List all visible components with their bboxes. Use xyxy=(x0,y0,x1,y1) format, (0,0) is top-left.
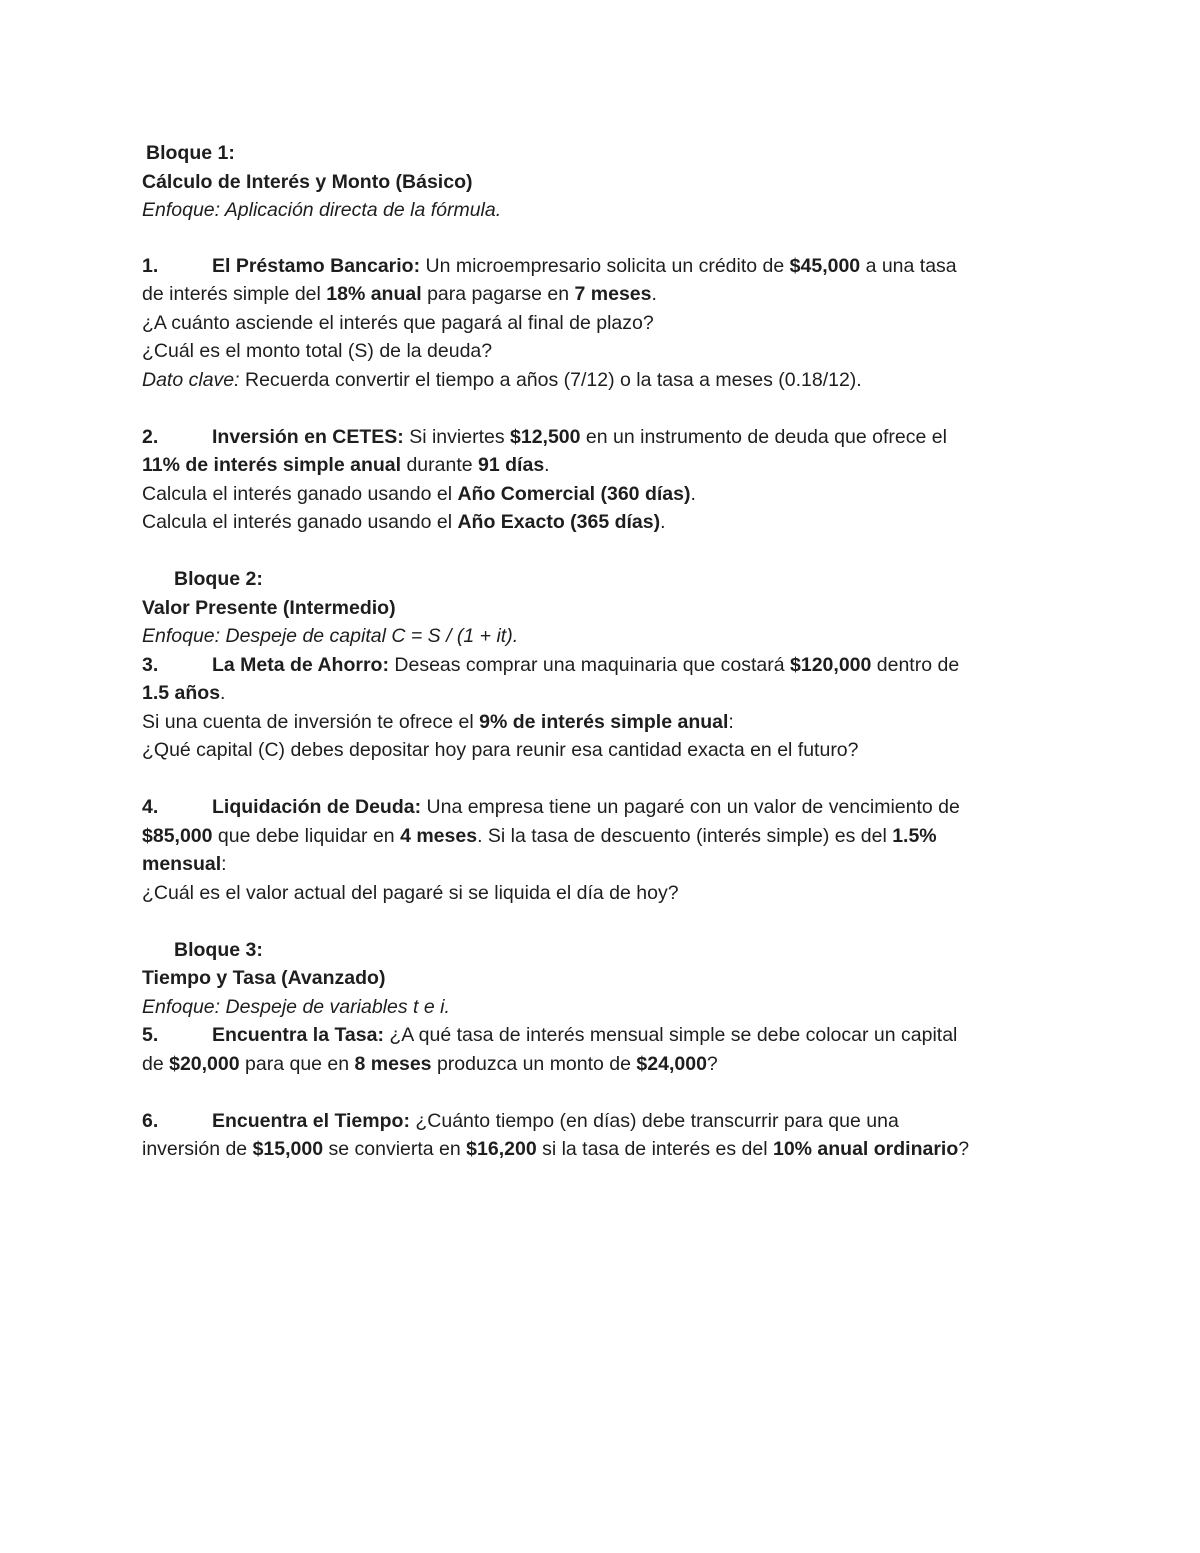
problem-1 xyxy=(142,252,1072,395)
problem-5-term: 8 meses xyxy=(354,1052,432,1075)
problem-3-text: Deseas comprar una maquinaria que costará xyxy=(388,653,791,676)
bloque1-title: Cálculo de Interés y Monto (Básico) xyxy=(142,170,473,193)
problem-4-label: Liquidación de Deuda: xyxy=(212,796,422,818)
problem-1-hint-label: Dato clave: xyxy=(142,368,240,391)
problem-3-amount: $120,000 xyxy=(790,653,872,676)
bloque3-title: Tiempo y Tasa (Avanzado) xyxy=(142,967,386,989)
problem-6-capital: $15,000 xyxy=(252,1138,324,1160)
problem-2-calc-2-bold: Año Exacto (365 días) xyxy=(457,511,661,533)
problem-3-rate: 9% de interés simple anual xyxy=(479,710,729,733)
problem-1-text: para pagarse en xyxy=(421,283,575,305)
bloque2-focus: Enfoque: Despeje de capital C = S / (1 + it). xyxy=(142,625,519,647)
bloque1-header: Bloque 1: xyxy=(146,142,235,164)
problem-2-rate: 11% de interés simple anual xyxy=(142,454,402,476)
problem-2-term: 91 días xyxy=(478,454,545,476)
problem-6-rate: 10% anual ordinario xyxy=(772,1138,959,1160)
problem-4-amount: $85,000 xyxy=(142,824,213,847)
problem-6-label: Encuentra el Tiempo: xyxy=(212,1109,410,1132)
problem-4 xyxy=(142,793,1072,907)
problem-4-question: ¿Cuál es el valor actual del pagaré si se liquida el día de hoy? xyxy=(142,881,679,904)
problem-6 xyxy=(142,1107,1072,1164)
problem-1-number: 1. xyxy=(142,254,159,277)
problem-3-term: 1.5 años xyxy=(142,682,221,704)
problem-1-text: a una tasa xyxy=(860,254,957,277)
problem-3-text: dentro de xyxy=(871,653,960,676)
problem-3-rate-end: : xyxy=(728,710,734,733)
problem-5-text: produzca un monto de xyxy=(431,1052,637,1075)
problem-3-label: La Meta de Ahorro: xyxy=(212,653,389,676)
problem-1-text: Un microempresario solicita un crédito de xyxy=(420,254,790,277)
problem-6-text: inversión de xyxy=(142,1138,253,1160)
problem-2-label: Inversión en CETES: xyxy=(212,425,404,448)
problem-5-capital: $20,000 xyxy=(169,1052,240,1075)
problem-2-calc-2: Calcula el interés ganado usando el xyxy=(142,511,458,533)
problem-4-term: 4 meses xyxy=(400,824,478,847)
problem-3-text: . xyxy=(220,682,226,704)
problem-2-calc-2-end: . xyxy=(660,511,666,533)
problem-5-number: 5. xyxy=(142,1024,159,1046)
problem-3 xyxy=(142,651,1072,765)
problem-4-text: Una empresa tiene un pagaré con un valor de vencimiento de xyxy=(421,796,960,818)
problem-4-rate: 1.5% xyxy=(892,824,937,847)
bloque3-focus: Enfoque: Despeje de variables t e i. xyxy=(142,995,450,1018)
problem-1-hint-text: Recuerda convertir el tiempo a años (7/12) o la tasa a meses (0.18/12). xyxy=(239,368,862,391)
problem-5 xyxy=(142,1021,1072,1078)
problem-6-text: se convierta en xyxy=(323,1138,467,1160)
problem-1-text: de interés simple del xyxy=(142,283,327,305)
problem-2-text: durante xyxy=(401,454,479,476)
document-page xyxy=(142,139,1072,1164)
problem-4-text: que debe liquidar en xyxy=(212,824,401,847)
problem-2-text: Si inviertes xyxy=(403,425,510,448)
problem-5-text: de xyxy=(142,1052,170,1075)
bloque3-header: Bloque 3: xyxy=(174,938,263,961)
problem-6-amount: $16,200 xyxy=(466,1138,537,1160)
problem-2-number: 2. xyxy=(142,425,159,448)
problem-6-text: si la tasa de interés es del xyxy=(536,1138,773,1160)
problem-5-text: ¿A qué tasa de interés mensual simple se debe colocar un capital xyxy=(383,1024,958,1046)
problem-5-text: ? xyxy=(706,1052,718,1075)
problem-4-text: : xyxy=(221,853,227,875)
problem-1-text: . xyxy=(651,283,657,305)
problem-1-label: El Préstamo Bancario: xyxy=(212,254,421,277)
bloque1-focus: Enfoque: Aplicación directa de la fórmula. xyxy=(142,199,502,221)
problem-3-rate-text: Si una cuenta de inversión te ofrece el xyxy=(142,710,480,733)
problem-1-amount: $45,000 xyxy=(789,254,861,277)
problem-5-text: para que en xyxy=(239,1052,355,1075)
problem-3-number: 3. xyxy=(142,653,159,676)
problem-6-text: ? xyxy=(958,1138,970,1160)
bloque2-title: Valor Presente (Intermedio) xyxy=(142,596,396,619)
problem-2-calc-1-bold: Año Comercial (360 días) xyxy=(457,482,691,505)
problem-5-amount: $24,000 xyxy=(636,1052,707,1075)
problem-4-number: 4. xyxy=(142,796,159,818)
bloque2-header: Bloque 2: xyxy=(174,568,263,590)
problem-1-rate: 18% anual xyxy=(326,283,422,305)
problem-1-term: 7 meses xyxy=(574,283,652,305)
problem-6-number: 6. xyxy=(142,1109,159,1132)
problem-2-calc-1-end: . xyxy=(690,482,696,505)
problem-1-question-2: ¿Cuál es el monto total (S) de la deuda? xyxy=(142,340,493,362)
problem-4-text: . Si la tasa de descuento (interés simple) es del xyxy=(477,824,893,847)
problem-3-question: ¿Qué capital (C) debes depositar hoy para reunir esa cantidad exacta en el futuro? xyxy=(142,739,859,761)
problem-5-label: Encuentra la Tasa: xyxy=(212,1024,384,1046)
problem-2-text: en un instrumento de deuda que ofrece el xyxy=(580,425,947,448)
problem-2-calc-1: Calcula el interés ganado usando el xyxy=(142,482,458,505)
problem-6-text: ¿Cuánto tiempo (en días) debe transcurrir para que una xyxy=(409,1109,899,1132)
problem-4-rate-unit: mensual xyxy=(142,853,222,875)
problem-2-amount: $12,500 xyxy=(510,425,581,448)
problem-1-question-1: ¿A cuánto asciende el interés que pagará al final de plazo? xyxy=(142,311,654,334)
problem-2-text: . xyxy=(544,454,550,476)
problem-2 xyxy=(142,423,1072,537)
